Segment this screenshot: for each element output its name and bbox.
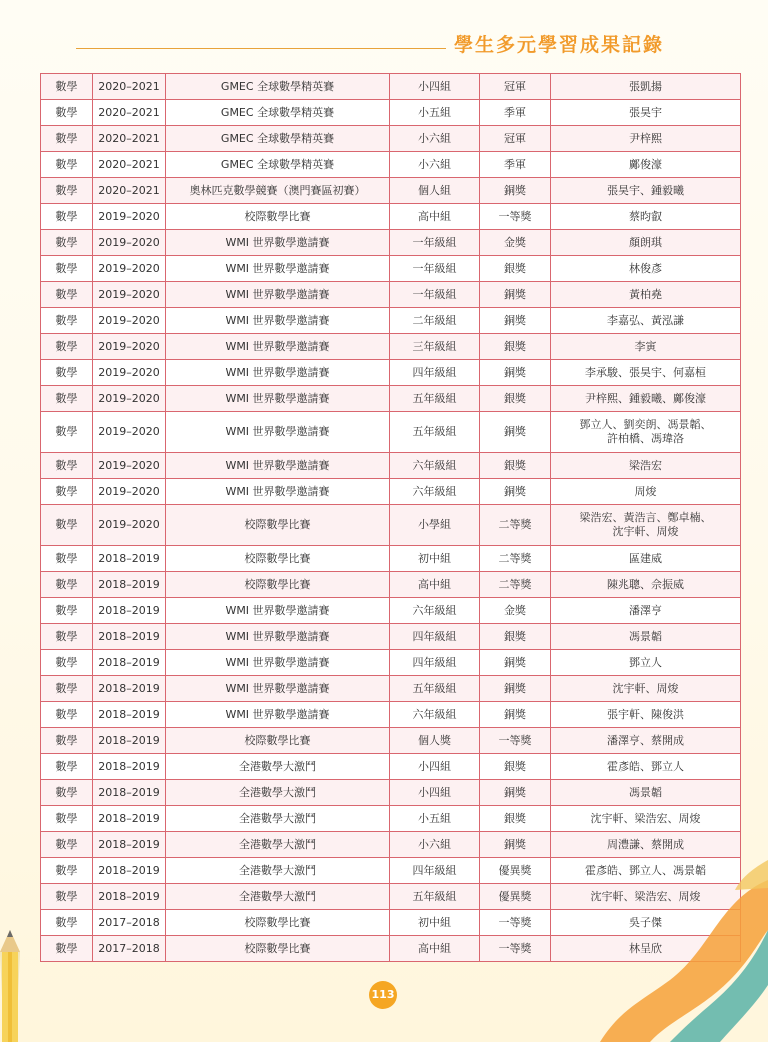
students-cell: 顏朗琪 — [551, 230, 741, 256]
competition-cell: GMEC 全球數學精英賽 — [166, 74, 390, 100]
award-cell: 優異獎 — [480, 884, 551, 910]
competition-cell: 全港數學大激鬥 — [166, 754, 390, 780]
table-row — [41, 100, 741, 126]
year-cell: 2018–2019 — [93, 780, 166, 806]
competition-cell: WMI 世界數學邀請賽 — [166, 479, 390, 505]
competition-cell: WMI 世界數學邀請賽 — [166, 676, 390, 702]
year-cell: 2019–2020 — [93, 505, 166, 546]
students-cell: 張昊宇、鍾毅曦 — [551, 178, 741, 204]
table-row — [41, 650, 741, 676]
group-cell: 四年級組 — [390, 858, 480, 884]
students-cell: 周澧謙、蔡開成 — [551, 832, 741, 858]
year-cell: 2019–2020 — [93, 334, 166, 360]
group-cell: 五年級組 — [390, 412, 480, 453]
students-cell: 鄧立人 — [551, 650, 741, 676]
students-cell: 鄧立人、劉奕朗、馮景韜、 許柏橋、馮瑋洛 — [551, 412, 741, 453]
group-cell: 小六組 — [390, 832, 480, 858]
year-cell: 2019–2020 — [93, 256, 166, 282]
table-row — [41, 479, 741, 505]
competition-cell: WMI 世界數學邀請賽 — [166, 650, 390, 676]
students-cell: 馮景韜 — [551, 780, 741, 806]
table-row — [41, 598, 741, 624]
students-cell: 張凱揚 — [551, 74, 741, 100]
competition-cell: 全港數學大激鬥 — [166, 780, 390, 806]
table-row — [41, 204, 741, 230]
year-cell: 2018–2019 — [93, 598, 166, 624]
subject-cell: 數學 — [41, 204, 93, 230]
award-cell: 二等獎 — [480, 546, 551, 572]
year-cell: 2019–2020 — [93, 204, 166, 230]
table-row — [41, 152, 741, 178]
competition-cell: 校際數學比賽 — [166, 936, 390, 962]
year-cell: 2018–2019 — [93, 702, 166, 728]
subject-cell: 數學 — [41, 676, 93, 702]
page-title: 學生多元學習成果記錄 — [454, 34, 665, 56]
students-cell: 林俊彥 — [551, 256, 741, 282]
year-cell: 2019–2020 — [93, 282, 166, 308]
table-row — [41, 546, 741, 572]
competition-cell: 奧林匹克數學競賽（澳門賽區初賽） — [166, 178, 390, 204]
group-cell: 六年級組 — [390, 453, 480, 479]
year-cell: 2017–2018 — [93, 936, 166, 962]
awards-table-container — [40, 73, 740, 962]
competition-cell: 校際數學比賽 — [166, 546, 390, 572]
group-cell: 五年級組 — [390, 386, 480, 412]
year-cell: 2020–2021 — [93, 100, 166, 126]
award-cell: 二等獎 — [480, 505, 551, 546]
students-cell: 潘澤亨、蔡開成 — [551, 728, 741, 754]
award-cell: 二等獎 — [480, 572, 551, 598]
year-cell: 2017–2018 — [93, 910, 166, 936]
header-rule — [76, 48, 446, 49]
table-row — [41, 572, 741, 598]
year-cell: 2019–2020 — [93, 230, 166, 256]
subject-cell: 數學 — [41, 74, 93, 100]
year-cell: 2020–2021 — [93, 152, 166, 178]
table-row — [41, 282, 741, 308]
table-row — [41, 256, 741, 282]
table-row — [41, 74, 741, 100]
group-cell: 五年級組 — [390, 884, 480, 910]
competition-cell: 校際數學比賽 — [166, 728, 390, 754]
competition-cell: WMI 世界數學邀請賽 — [166, 282, 390, 308]
group-cell: 二年級組 — [390, 308, 480, 334]
competition-cell: 校際數學比賽 — [166, 910, 390, 936]
group-cell: 個人獎 — [390, 728, 480, 754]
year-cell: 2020–2021 — [93, 126, 166, 152]
group-cell: 小四組 — [390, 754, 480, 780]
subject-cell: 數學 — [41, 780, 93, 806]
competition-cell: GMEC 全球數學精英賽 — [166, 100, 390, 126]
group-cell: 初中組 — [390, 910, 480, 936]
year-cell: 2018–2019 — [93, 832, 166, 858]
award-cell: 金獎 — [480, 230, 551, 256]
table-row — [41, 230, 741, 256]
subject-cell: 數學 — [41, 910, 93, 936]
year-cell: 2019–2020 — [93, 453, 166, 479]
year-cell: 2019–2020 — [93, 412, 166, 453]
year-cell: 2019–2020 — [93, 308, 166, 334]
award-cell: 銀獎 — [480, 624, 551, 650]
subject-cell: 數學 — [41, 230, 93, 256]
students-cell: 李寅 — [551, 334, 741, 360]
awards-table — [40, 73, 741, 962]
year-cell: 2018–2019 — [93, 728, 166, 754]
award-cell: 冠軍 — [480, 126, 551, 152]
group-cell: 一年級組 — [390, 282, 480, 308]
subject-cell: 數學 — [41, 598, 93, 624]
students-cell: 霍彥皓、鄧立人 — [551, 754, 741, 780]
year-cell: 2018–2019 — [93, 884, 166, 910]
students-cell: 李嘉弘、黃泓謙 — [551, 308, 741, 334]
subject-cell: 數學 — [41, 412, 93, 453]
subject-cell: 數學 — [41, 728, 93, 754]
subject-cell: 數學 — [41, 806, 93, 832]
subject-cell: 數學 — [41, 546, 93, 572]
subject-cell: 數學 — [41, 308, 93, 334]
award-cell: 銅獎 — [480, 479, 551, 505]
students-cell: 黃柏堯 — [551, 282, 741, 308]
table-row — [41, 386, 741, 412]
students-cell: 陳兆聰、佘振威 — [551, 572, 741, 598]
group-cell: 一年級組 — [390, 230, 480, 256]
award-cell: 銅獎 — [480, 650, 551, 676]
students-cell: 李承駿、張昊宇、何嘉桓 — [551, 360, 741, 386]
students-cell: 沈宇軒、梁浩宏、周焌 — [551, 806, 741, 832]
students-cell: 鄺俊濠 — [551, 152, 741, 178]
competition-cell: 全港數學大激鬥 — [166, 806, 390, 832]
subject-cell: 數學 — [41, 360, 93, 386]
group-cell: 小五組 — [390, 806, 480, 832]
competition-cell: WMI 世界數學邀請賽 — [166, 624, 390, 650]
year-cell: 2018–2019 — [93, 624, 166, 650]
table-row — [41, 126, 741, 152]
award-cell: 銀獎 — [480, 256, 551, 282]
award-cell: 一等獎 — [480, 204, 551, 230]
subject-cell: 數學 — [41, 334, 93, 360]
subject-cell: 數學 — [41, 479, 93, 505]
students-cell: 馮景韜 — [551, 624, 741, 650]
year-cell: 2020–2021 — [93, 74, 166, 100]
students-cell: 尹梓熙 — [551, 126, 741, 152]
pencil-icon — [0, 930, 40, 1042]
subject-cell: 數學 — [41, 858, 93, 884]
table-row — [41, 412, 741, 453]
group-cell: 小六組 — [390, 152, 480, 178]
group-cell: 高中組 — [390, 204, 480, 230]
students-cell: 林呈欣 — [551, 936, 741, 962]
table-row — [41, 702, 741, 728]
competition-cell: WMI 世界數學邀請賽 — [166, 334, 390, 360]
competition-cell: WMI 世界數學邀請賽 — [166, 412, 390, 453]
group-cell: 六年級組 — [390, 479, 480, 505]
competition-cell: WMI 世界數學邀請賽 — [166, 453, 390, 479]
table-row — [41, 178, 741, 204]
subject-cell: 數學 — [41, 624, 93, 650]
year-cell: 2018–2019 — [93, 546, 166, 572]
year-cell: 2018–2019 — [93, 572, 166, 598]
award-cell: 銅獎 — [480, 178, 551, 204]
competition-cell: 全港數學大激鬥 — [166, 858, 390, 884]
subject-cell: 數學 — [41, 650, 93, 676]
year-cell: 2018–2019 — [93, 858, 166, 884]
table-row — [41, 453, 741, 479]
group-cell: 小五組 — [390, 100, 480, 126]
award-cell: 一等獎 — [480, 936, 551, 962]
award-cell: 銅獎 — [480, 308, 551, 334]
group-cell: 六年級組 — [390, 702, 480, 728]
subject-cell: 數學 — [41, 100, 93, 126]
year-cell: 2018–2019 — [93, 650, 166, 676]
award-cell: 銅獎 — [480, 676, 551, 702]
table-row — [41, 754, 741, 780]
group-cell: 初中組 — [390, 546, 480, 572]
award-cell: 銅獎 — [480, 780, 551, 806]
award-cell: 季軍 — [480, 100, 551, 126]
competition-cell: WMI 世界數學邀請賽 — [166, 230, 390, 256]
students-cell: 蔡昀叡 — [551, 204, 741, 230]
group-cell: 小學組 — [390, 505, 480, 546]
subject-cell: 數學 — [41, 832, 93, 858]
group-cell: 六年級組 — [390, 598, 480, 624]
award-cell: 銀獎 — [480, 754, 551, 780]
subject-cell: 數學 — [41, 754, 93, 780]
group-cell: 四年級組 — [390, 624, 480, 650]
students-cell: 霍彥皓、鄧立人、馮景韜 — [551, 858, 741, 884]
competition-cell: 全港數學大激鬥 — [166, 832, 390, 858]
group-cell: 五年級組 — [390, 676, 480, 702]
students-cell: 區建威 — [551, 546, 741, 572]
students-cell: 沈宇軒、梁浩宏、周焌 — [551, 884, 741, 910]
students-cell: 吳子傑 — [551, 910, 741, 936]
award-cell: 季軍 — [480, 152, 551, 178]
award-cell: 一等獎 — [480, 728, 551, 754]
year-cell: 2018–2019 — [93, 754, 166, 780]
group-cell: 小四組 — [390, 780, 480, 806]
subject-cell: 數學 — [41, 702, 93, 728]
award-cell: 銅獎 — [480, 412, 551, 453]
subject-cell: 數學 — [41, 256, 93, 282]
group-cell: 三年級組 — [390, 334, 480, 360]
students-cell: 尹梓熙、鍾毅曦、鄺俊濠 — [551, 386, 741, 412]
subject-cell: 數學 — [41, 572, 93, 598]
students-cell: 張宇軒、陳俊洪 — [551, 702, 741, 728]
year-cell: 2019–2020 — [93, 479, 166, 505]
students-cell: 梁浩宏 — [551, 453, 741, 479]
table-row — [41, 308, 741, 334]
students-cell: 沈宇軒、周焌 — [551, 676, 741, 702]
group-cell: 四年級組 — [390, 650, 480, 676]
competition-cell: 校際數學比賽 — [166, 505, 390, 546]
table-row — [41, 780, 741, 806]
competition-cell: WMI 世界數學邀請賽 — [166, 360, 390, 386]
year-cell: 2019–2020 — [93, 360, 166, 386]
subject-cell: 數學 — [41, 126, 93, 152]
awards-table-body — [41, 74, 741, 962]
table-row — [41, 728, 741, 754]
table-row — [41, 505, 741, 546]
award-cell: 銀獎 — [480, 453, 551, 479]
group-cell: 一年級組 — [390, 256, 480, 282]
table-row — [41, 624, 741, 650]
year-cell: 2019–2020 — [93, 386, 166, 412]
award-cell: 銀獎 — [480, 334, 551, 360]
subject-cell: 數學 — [41, 282, 93, 308]
year-cell: 2018–2019 — [93, 676, 166, 702]
group-cell: 個人組 — [390, 178, 480, 204]
subject-cell: 數學 — [41, 178, 93, 204]
award-cell: 金獎 — [480, 598, 551, 624]
group-cell: 小六組 — [390, 126, 480, 152]
subject-cell: 數學 — [41, 505, 93, 546]
award-cell: 銅獎 — [480, 832, 551, 858]
competition-cell: WMI 世界數學邀請賽 — [166, 308, 390, 334]
subject-cell: 數學 — [41, 152, 93, 178]
table-row — [41, 806, 741, 832]
award-cell: 銅獎 — [480, 702, 551, 728]
group-cell: 高中組 — [390, 572, 480, 598]
group-cell: 四年級組 — [390, 360, 480, 386]
competition-cell: WMI 世界數學邀請賽 — [166, 598, 390, 624]
award-cell: 銅獎 — [480, 360, 551, 386]
table-row — [41, 832, 741, 858]
subject-cell: 數學 — [41, 884, 93, 910]
award-cell: 銀獎 — [480, 386, 551, 412]
award-cell: 優異獎 — [480, 858, 551, 884]
page-number: 113 — [369, 981, 397, 1009]
table-row — [41, 334, 741, 360]
award-cell: 一等獎 — [480, 910, 551, 936]
students-cell: 張昊宇 — [551, 100, 741, 126]
subject-cell: 數學 — [41, 453, 93, 479]
group-cell: 高中組 — [390, 936, 480, 962]
award-cell: 銅獎 — [480, 282, 551, 308]
group-cell: 小四組 — [390, 74, 480, 100]
competition-cell: GMEC 全球數學精英賽 — [166, 126, 390, 152]
year-cell: 2020–2021 — [93, 178, 166, 204]
competition-cell: 校際數學比賽 — [166, 204, 390, 230]
ribbon-decoration — [560, 860, 768, 1042]
students-cell: 梁浩宏、黃浩言、鄭卓楠、 沈宇軒、周焌 — [551, 505, 741, 546]
competition-cell: WMI 世界數學邀請賽 — [166, 256, 390, 282]
competition-cell: WMI 世界數學邀請賽 — [166, 702, 390, 728]
subject-cell: 數學 — [41, 386, 93, 412]
competition-cell: 全港數學大激鬥 — [166, 884, 390, 910]
award-cell: 冠軍 — [480, 74, 551, 100]
competition-cell: WMI 世界數學邀請賽 — [166, 386, 390, 412]
students-cell: 周焌 — [551, 479, 741, 505]
subject-cell: 數學 — [41, 936, 93, 962]
students-cell: 潘澤亨 — [551, 598, 741, 624]
table-row — [41, 360, 741, 386]
competition-cell: GMEC 全球數學精英賽 — [166, 152, 390, 178]
competition-cell: 校際數學比賽 — [166, 572, 390, 598]
table-row — [41, 676, 741, 702]
award-cell: 銀獎 — [480, 806, 551, 832]
year-cell: 2018–2019 — [93, 806, 166, 832]
